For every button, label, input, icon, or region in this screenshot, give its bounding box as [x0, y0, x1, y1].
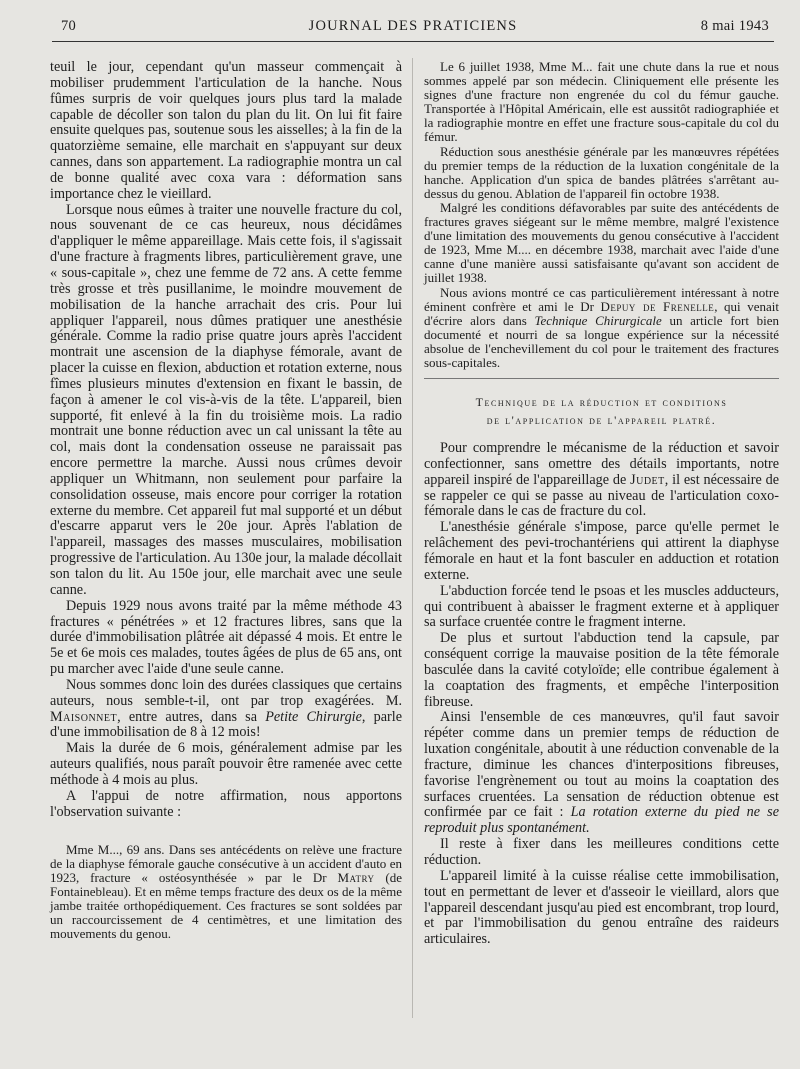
section-rule: [424, 378, 779, 379]
emphasis-text: La rotation externe du pied ne se reproduit plus spontanément.: [424, 804, 780, 837]
paragraph: teuil le jour, cependant qu'un masseur commençait à mobiliser prudemment l'articulation de la hanche. Nous fûmes surpris de voir quelques jours plus tard la malade capable de décoller son talon du plan du lit. On lui fit faire ensuite quelques pas, soutenue sous les aisselles; à la fin de la quatorzième semaine, elle marchait en s'appuyant sur deux cannes, dans son appartement. La radiographie montra un cal de bonne qualité avec coxa vara : déformation sans importance chez le vieillard.: [50, 59, 402, 202]
author-name: Judet: [630, 471, 665, 488]
header-rule: [52, 41, 774, 42]
paragraph: Mais la durée de 6 mois, généralement admise par les auteurs qualifiés, nous paraît pouvoir être ramenée avec cette méthode à 4 mois au plus.: [50, 740, 402, 788]
section-heading: Technique de la réduction et conditions de l'application de l'appareil platré.: [475, 395, 728, 428]
issue-date: 8 mai 1943: [700, 18, 769, 34]
paragraph: Nous sommes donc loin des durées classiques que certains auteurs, nous semble-t-il, ont par trop exagérées. M. Maisonnet, entre autres, dans sa Petite Chirurgie, parle d'une immobilisation de 8 à 12 mois!: [50, 676, 403, 741]
paragraph: Lorsque nous eûmes à traiter une nouvelle fracture du col, nous souvenant de ce cas heureux, nous décidâmes d'appliquer le même appareillage. Mais cette fois, il s'agissait d'une fracture à fragments libres, particulièrement grave, une « sous-capitale », chez une femme de 72 ans. A cette femme très grosse et très pusillanime, le moindre mouvement de mobilisation de la hanche arrachait des cris. Pour lui appliquer l'appareil, nous dûmes pratiquer une anesthésie générale. Comme la radio prise quatre jours après l'accident montrait une ascension de la diaphyse fémorale, avant de placer la cuisse en flexion, abduction et rotation externe, nous fîmes plusieurs minutes d'extension en fixant le bassin, de façon à amener le col vis-à-vis de la tête. L'appareil, bien supporté, fit enlevé à la fin du troisième mois. La radio montrait une bonne réduction avec un cal unissant la tête au col, mais dont la condensation osseuse ne paraissait pas encore permettre la marche. Aussi nous crûmes devoir appliquer un Whitmann, non seulement pour parfaire la consolidation osseuse, mais encore pour corriger la rotation externe du membre. Cet appareil fut mal supporté et un début d'escarre apparut vers le 20e jour. Après l'ablation de l'appareil, massages des masses musculaires, mobilisation progressive de l'articulation. Au 130e jour, la malade décollait son talon du lit. Au 150e jour, elle marchait avec une seule canne.: [50, 201, 402, 598]
right-column: [424, 60, 779, 948]
paragraph: Depuis 1929 nous avons traité par la même méthode 43 fractures « pénétrées » et 12 fractures libres, sans que la durée d'immobilisation plâtrée ait dépassé 4 mois. Et entre le 5e et 6e mois ces malades, toutes âgées de plus de 65 ans, ont pu marcher avec l'aide d'une seule canne.: [50, 597, 402, 678]
author-name: Maisonnet: [50, 708, 118, 725]
paragraph: Il reste à fixer dans les meilleures conditions cette réduction.: [424, 836, 779, 868]
paragraph: L'anesthésie générale s'impose, parce qu'elle permet le relâchement des pevi-trochantériens qui attirent la diaphyse fémorale en haut et la font basculer en adduction et rotation externe.: [424, 519, 779, 583]
observation-paragraph: Nous avions montré ce cas particulièrement intéressant à notre éminent confrère et ami le Dr Depuy de Frenelle, qui venait d'écrire alors dans Technique Chirurgicale un article fort bien documenté et nourri de sa longue expérience sur la nécessité absolue de l'enchevillement du col pour le traitement des fractures sous-capitales.: [424, 284, 780, 370]
page-number: 70: [61, 18, 77, 34]
observation-paragraph: Mme M..., 69 ans. Dans ses antécédents on relève une fracture de la diaphyse fémorale gauche consécutive à un accident d'auto en 1923, fracture « ostéosynthésée » par le Dr Matry (de Fontainebleau). Et en même temps fracture des deux os de la même jambe traitée orthopédiquement. Ces fractures se sont soldées par un raccourcissement de 4 centimètres, et une limitation des mouvements du genou.: [50, 841, 403, 942]
paragraph: A l'appui de notre affirmation, nous apportons l'observation suivante :: [50, 787, 402, 820]
paragraph: Pour comprendre le mécanisme de la réduction et savoir confectionner, sans omettre des détails importants, notre appareil inspiré de l'appareillage de Judet, il est nécessaire de se rappeler ce qui se passe au niveau de l'articulation coxo-fémorale dans le cas de fracture du col.: [424, 440, 779, 520]
observation-paragraph: Le 6 juillet 1938, Mme M... fait une chute dans la rue et nous sommes appelé par son médecin. Cliniquement elle présente les signes d'une fracture non engrenée du col du fémur gauche. Transportée à l'Hôpital Américain, elle est aussitôt radiographiée et la radiographie montre en effet une fracture sous-capitale du col du fémur.: [424, 59, 779, 145]
journal-title-ref: Technique Chirurgicale: [534, 312, 662, 328]
left-column: [50, 60, 402, 941]
doctor-name: Matry: [337, 869, 375, 885]
doctor-name: Depuy de Frenelle: [600, 298, 715, 314]
book-title: Petite Chirurgie: [265, 708, 362, 725]
paragraph: Ainsi l'ensemble de ces manœuvres, qu'il faut savoir répéter comme dans un premier temps de réduction de luxation congénitale, aboutit à une réduction convenable de la fracture, diminue les chances d'interpositions fibreuses, favorise l'engrènement ou tout au moins la coaptation des surfaces cruentées. La sensation de réduction obtenue est confirmée par ce fait : La rotation externe du pied ne se reproduit plus spontanément.: [424, 709, 780, 837]
paragraph: L'abduction forcée tend le psoas et les muscles adducteurs, qui contribuent à abaisser le fragment externe et à appliquer sa surface cruentée contre le fragment interne.: [424, 582, 779, 631]
paragraph: L'appareil limité à la cuisse réalise cette immobilisation, tout en permettant de lever et d'asseoir le vieillard, alors que l'appareil descendant jusqu'au pied est encombrant, trop lourd, et par l'immobilisation du genou entraîne des raideurs articulaires.: [424, 867, 779, 948]
journal-title: JOURNAL DES PRATICIENS: [308, 18, 518, 34]
running-header: [55, 14, 771, 40]
column-divider: [412, 58, 413, 1018]
paragraph: De plus et surtout l'abduction tend la capsule, par conséquent corrige la mauvaise position de la tête fémorale basculée dans la cavité cotyloïde; elle contribue également à la coaptation des fragments, et empêche l'interposition fibreuse.: [424, 630, 779, 710]
observation-paragraph: Malgré les conditions défavorables par suite des antécédents de fractures graves siégeant sur le même membre, malgré l'existence d'une limitation des mouvements du genou consécutive à l'accident de 1923, Mme M.... en décembre 1938, marchait avec l'aide d'une canne d'une manière aussi satisfaisante qu'avant son accident de juillet 1938.: [424, 199, 779, 286]
observation-paragraph: Réduction sous anesthésie générale par les manœuvres répétées du premier temps de la réduction de la luxation congénitale de la hanche. Application d'un spica de bandes plâtrées s'arrêtant au-dessus du genou. Ablation de l'appareil fin octobre 1938.: [424, 143, 779, 201]
